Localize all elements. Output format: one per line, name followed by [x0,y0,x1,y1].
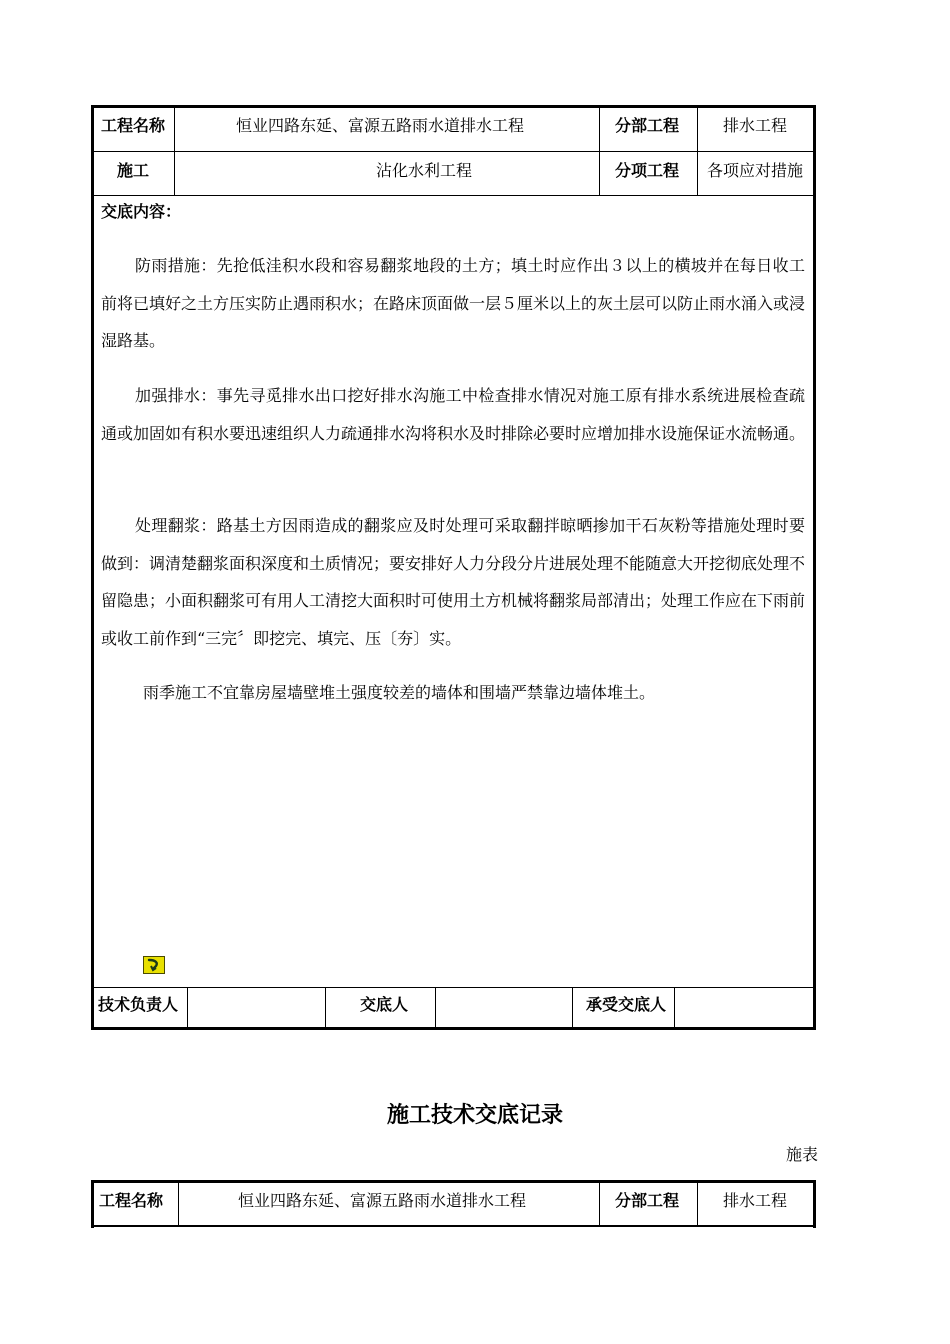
paragraph-slurry: 处理翻浆：路基土方因雨造成的翻浆应及时处理可采取翻拌晾晒掺加干石灰粉等措施处理时要做到：调清楚翻浆面积深度和土质情况；要安排好人力分段分片进展处理不能随意大开挖彻底处理不留隐患；小面积翻浆可有用人工清挖大面积时可使用土方机械将翻浆局部清出；处理工作应在下雨前或收工前作到“三完〞即挖完、填完、压〔夯〕实。 [101,516,806,648]
table1-top-border [91,105,816,108]
content-label: 交底内容： [101,202,182,221]
discloser-label: 交底人 [360,995,409,1014]
table2-left-border [91,1180,94,1228]
form-code: 施表 [786,1145,819,1164]
table2-col2-divider [599,1180,600,1227]
table2-division-value: 排水工程 [723,1191,788,1210]
table2-col3-divider [697,1180,698,1227]
footer-col-divider-2 [325,987,326,1029]
project-name-value: 恒业四路东延、富源五路雨水道排水工程 [236,116,525,135]
division-label: 分部工程 [615,116,680,135]
table2-top-border [91,1180,816,1183]
table2-col1-divider [178,1180,179,1227]
table1-left-border [91,105,94,1030]
table1-right-border [813,105,816,1030]
paragraph-soil-stacking: 雨季施工不宜靠房屋墙壁堆土强度较差的墙体和围墙严禁靠边墙体堆土。 [143,683,656,702]
table2-division-label: 分部工程 [615,1191,680,1210]
project-name-label: 工程名称 [101,116,166,135]
table1-row2-divider [91,195,816,196]
paragraph-rain-prevention: 防雨措施：先抢低洼积水段和容易翻浆地段的土方；填土时应作出３以上的横坡并在每日收工前将已填好之土方压实防止遇雨积水；在路床顶面做一层５厘米以上的灰土层可以防止雨水涌入或浸湿路基。 [101,256,806,350]
construction-value: 沾化水利工程 [376,161,473,180]
construction-label: 施工 [117,161,150,180]
table1-footer-divider [91,987,816,988]
table2-bottom-border [91,1225,816,1227]
footer-col-divider-3 [435,987,436,1029]
division-value: 排水工程 [723,116,788,135]
subitem-value: 各项应对措施 [707,161,804,180]
table2-project-name-label: 工程名称 [99,1191,164,1210]
table2-right-border [813,1180,816,1228]
footer-col-divider-1 [187,987,188,1029]
subitem-label: 分项工程 [615,161,680,180]
footer-col-divider-5 [674,987,675,1029]
table1-col1-divider [174,105,175,195]
return-arrow-icon[interactable] [143,956,165,974]
table2-project-name-value: 恒业四路东延、富源五路雨水道排水工程 [238,1191,527,1210]
paragraph-drainage: 加强排水：事先寻觅排水出口挖好排水沟施工中检查排水情况对施工原有排水系统进展检查疏通或加固如有积水要迅速组织人力疏通排水沟将积水及时排除必要时应增加排水设施保证水流畅通。 [101,386,806,443]
table1-row1-divider [91,151,816,152]
footer-col-divider-4 [572,987,573,1029]
tech-lead-label: 技术负责人 [98,995,179,1014]
table1-bottom-border [91,1027,816,1030]
table1-col3-divider [697,105,698,195]
page-title: 施工技术交底记录 [386,1103,563,1128]
table1-col2-divider [599,105,600,195]
receiver-label: 承受交底人 [586,995,667,1014]
